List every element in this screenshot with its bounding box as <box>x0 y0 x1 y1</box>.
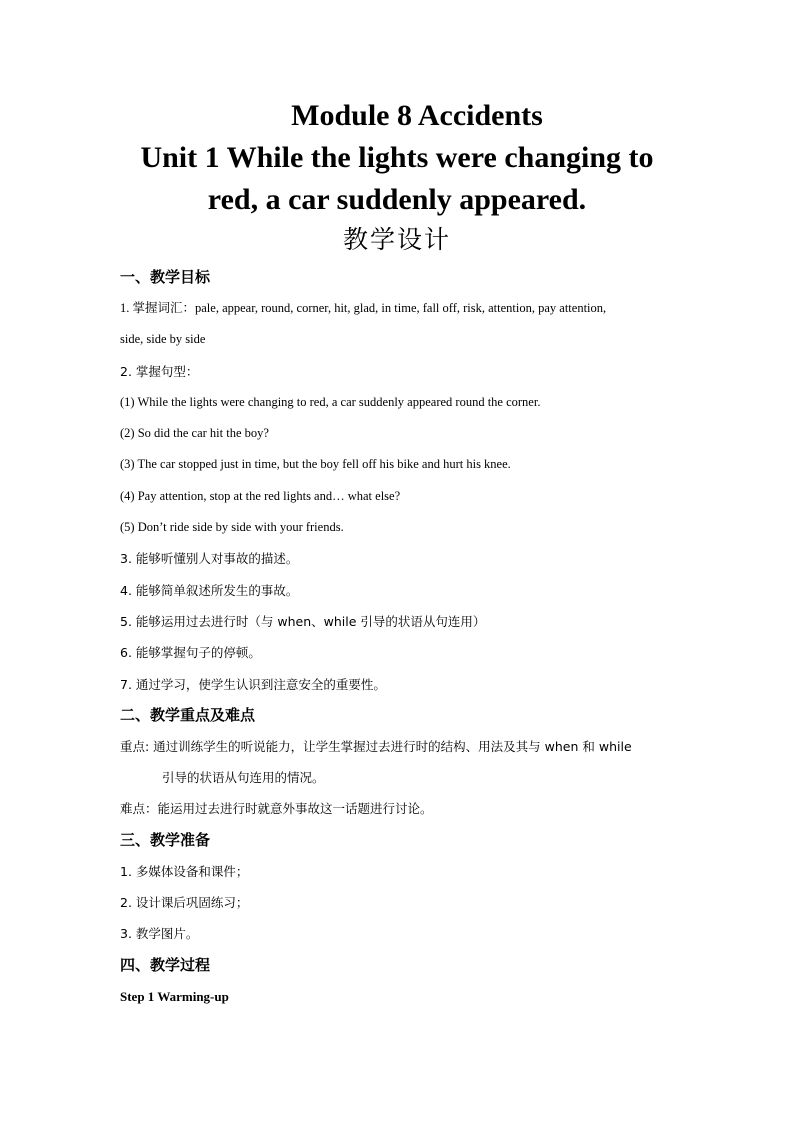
title-unit-line-cont: red, a car suddenly appeared. <box>207 183 587 216</box>
title-unit-line: Unit 1 While the lights were changing to <box>140 141 654 174</box>
sentence-item: (1) While the lights were changing to red, a car suddenly appeared round the corner. <box>120 394 541 409</box>
objective-item: 3. 能够听懂别人对事故的描述。 <box>120 551 299 567</box>
objective-vocabulary-cont: side, side by side <box>120 332 206 347</box>
objective-sentences: 2. 掌握句型： <box>120 363 199 379</box>
section-heading-key-points: 二、教学重点及难点 <box>120 705 256 724</box>
section-heading-process: 四、教学过程 <box>120 955 211 974</box>
key-point: 重点: 通过训练学生的听说能力，让学生掌握过去进行时的结构、用法及其与 when 和 while <box>120 738 632 754</box>
sentence-item: (3) The car stopped just in time, but the boy fell off his bike and hurt his knee. <box>120 457 511 472</box>
preparation-item: 3. 教学图片。 <box>120 926 199 942</box>
preparation-item: 2. 设计课后巩固练习； <box>120 895 249 911</box>
objective-item: 6. 能够掌握句子的停顿。 <box>120 645 261 661</box>
sentence-item: (5) Don’t ride side by side with your friends. <box>120 520 344 535</box>
step-heading: Step 1 Warming-up <box>120 988 229 1004</box>
key-point-cont: 引导的状语从句连用的情况。 <box>162 770 325 786</box>
document-body <box>120 262 680 1012</box>
objective-item: 4. 能够简单叙述所发生的事故。 <box>120 582 299 598</box>
preparation-item: 1. 多媒体设备和课件； <box>120 863 249 879</box>
section-heading-preparation: 三、教学准备 <box>120 830 211 849</box>
sentence-item: (2) So did the car hit the boy? <box>120 426 269 441</box>
objective-item: 7. 通过学习，使学生认识到注意安全的重要性。 <box>120 676 386 692</box>
title-module-line: Module 8 Accidents <box>291 99 543 132</box>
objective-vocabulary: 1. 掌握词汇：pale, appear, round, corner, hit, glad, in time, fall off, risk, attention, pay attention, <box>120 301 607 315</box>
objective-item: 5. 能够运用过去进行时（与 when、while 引导的状语从句连用） <box>120 613 486 629</box>
title-teaching-design: 教学设计 <box>342 225 451 254</box>
sentence-item: (4) Pay attention, stop at the red lights and… what else? <box>120 488 401 503</box>
section-heading-objectives: 一、教学目标 <box>120 268 211 286</box>
difficulty-point: 难点：能运用过去进行时就意外事故这一话题进行讨论。 <box>120 801 433 817</box>
document-title <box>100 95 694 259</box>
